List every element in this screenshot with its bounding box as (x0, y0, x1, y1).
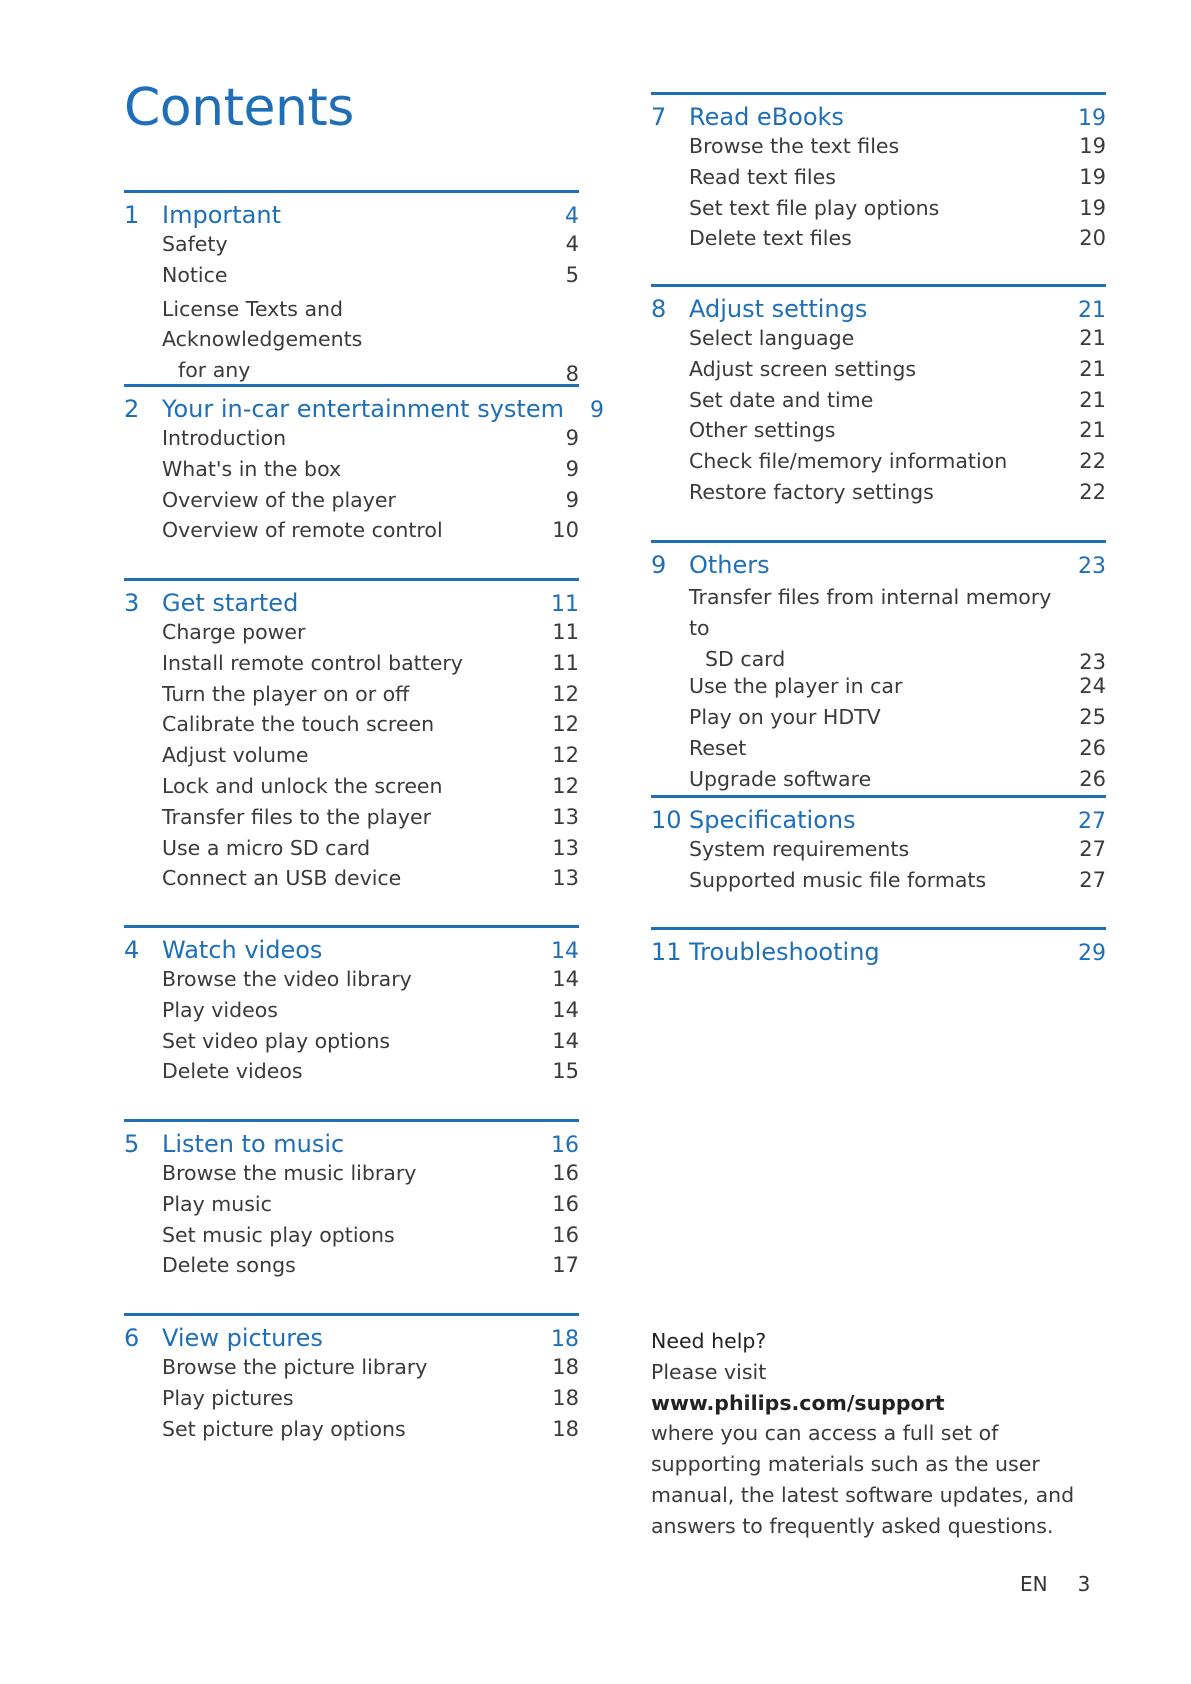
section-title: View pictures (162, 1324, 323, 1352)
entry-title: Set picture play options (162, 1416, 406, 1441)
entry-page: 19 (1079, 164, 1106, 189)
toc-section-heading[interactable] (124, 395, 604, 426)
entry-title: Delete videos (162, 1059, 303, 1084)
section-number: 7 (651, 103, 667, 131)
entry-title-line1: Transfer files from internal memory to (689, 585, 1052, 640)
toc-entry[interactable] (124, 1253, 579, 1284)
entry-title: Safety (162, 232, 228, 256)
toc-section (124, 925, 579, 1090)
entry-page: 12 (552, 743, 579, 768)
section-title: Read eBooks (689, 103, 844, 131)
entry-page: 27 (1079, 837, 1106, 861)
toc-entry[interactable] (124, 836, 579, 867)
entry-title: System requirements (689, 837, 910, 861)
toc-entry[interactable] (124, 712, 579, 743)
entry-page: 14 (552, 967, 579, 991)
entry-page: 8 (565, 361, 579, 386)
entry-title: Set date and time (689, 387, 874, 412)
entry-title: Restore factory settings (689, 479, 934, 504)
page-title: Contents (124, 78, 354, 138)
section-number: 5 (124, 1130, 140, 1158)
section-number: 10 (651, 806, 682, 834)
need-help-heading: Need help? (651, 1329, 767, 1353)
section-title: Your in-car entertainment system (162, 395, 564, 423)
entry-title: Set video play options (162, 1028, 391, 1053)
entry-page: 9 (565, 456, 579, 481)
entry-title (162, 294, 539, 386)
section-page: 23 (1078, 554, 1106, 579)
toc-section-heading[interactable] (651, 938, 1106, 969)
toc-section-heading[interactable] (651, 551, 1106, 582)
entry-title-line2: SD card (705, 646, 786, 671)
section-title: Others (689, 551, 770, 579)
section-page: 21 (1078, 298, 1106, 323)
entry-page: 21 (1079, 356, 1106, 381)
toc-entry[interactable] (651, 388, 1106, 419)
section-page: 9 (589, 398, 604, 423)
entry-page: 11 (552, 650, 579, 675)
section-title: Troubleshooting (689, 938, 880, 966)
entry-page: 10 (552, 518, 579, 543)
toc-section (124, 384, 604, 549)
entry-title: Read text files (689, 164, 836, 189)
section-page: 29 (1078, 941, 1106, 966)
entry-title: Use a micro SD card (162, 835, 371, 860)
entry-title-line2: for any (178, 358, 251, 383)
toc-entry[interactable] (124, 1223, 579, 1254)
toc-entry[interactable] (651, 226, 1106, 257)
section-page: 4 (565, 204, 579, 229)
entry-page: 22 (1079, 449, 1106, 474)
entry-page: 16 (552, 1191, 579, 1216)
toc-entry[interactable] (124, 488, 579, 519)
toc-entry[interactable] (651, 868, 1106, 899)
entry-page: 16 (552, 1222, 579, 1247)
entry-title: Charge power (162, 620, 306, 644)
entry-title: Reset (689, 735, 747, 760)
entry-page: 15 (552, 1059, 579, 1084)
toc-entry[interactable] (651, 674, 1106, 705)
section-number: 4 (124, 936, 140, 964)
entry-title: Adjust screen settings (689, 356, 917, 381)
toc-section-heading[interactable] (124, 589, 579, 620)
entry-page: 25 (1079, 705, 1106, 730)
entry-page: 14 (552, 997, 579, 1022)
entry-title: Play on your HDTV (689, 705, 881, 730)
section-title: Get started (162, 589, 299, 617)
toc-left-column (124, 0, 604, 1684)
entry-title: Select language (689, 326, 855, 350)
section-number: 9 (651, 551, 667, 579)
entry-page: 18 (552, 1355, 579, 1379)
toc-section (651, 540, 1106, 798)
entry-title (689, 582, 1066, 674)
toc-section (651, 284, 1106, 511)
entry-page: 19 (1079, 195, 1106, 220)
entry-page: 12 (552, 681, 579, 706)
entry-page: 18 (552, 1385, 579, 1410)
toc-section (124, 578, 579, 897)
entry-page: 11 (552, 620, 579, 644)
entry-title: What's in the box (162, 456, 342, 481)
entry-page: 21 (1079, 418, 1106, 443)
entry-page: 19 (1079, 134, 1106, 158)
toc-entry[interactable] (651, 582, 1106, 674)
entry-title: Browse the video library (162, 967, 412, 991)
entry-title: Introduction (162, 426, 287, 450)
toc-section-heading[interactable] (124, 1324, 579, 1355)
entry-page: 23 (1079, 650, 1106, 675)
entry-title: Set text file play options (689, 195, 940, 220)
section-number: 3 (124, 589, 140, 617)
entry-title: Check file/memory information (689, 449, 1008, 474)
section-number: 2 (124, 395, 140, 423)
entry-title: Play videos (162, 997, 278, 1022)
toc-entry[interactable] (124, 620, 579, 651)
entry-title: Overview of the player (162, 487, 396, 512)
toc-section-heading[interactable] (124, 1130, 579, 1161)
entry-title: Transfer files to the player (162, 804, 432, 829)
entry-title: Play pictures (162, 1385, 294, 1410)
toc-entry[interactable] (651, 134, 1106, 165)
toc-entry[interactable] (124, 457, 579, 488)
entry-title: Play music (162, 1191, 272, 1216)
toc-entry[interactable] (124, 1417, 579, 1448)
entry-title-line1: License Texts and Acknowledgements (162, 296, 363, 352)
entry-page: 21 (1079, 326, 1106, 350)
entry-page: 22 (1079, 479, 1106, 504)
section-title: Listen to music (162, 1130, 345, 1158)
toc-entry[interactable] (124, 294, 579, 386)
toc-entry[interactable] (124, 998, 579, 1029)
section-page: 19 (1078, 106, 1106, 131)
toc-entry[interactable] (651, 196, 1106, 227)
section-page: 18 (551, 1327, 579, 1352)
entry-title: Supported music file formats (689, 867, 987, 892)
entry-page: 17 (552, 1253, 579, 1278)
toc-entry[interactable] (124, 1386, 579, 1417)
entry-page: 20 (1079, 226, 1106, 251)
toc-entry[interactable] (651, 705, 1106, 736)
toc-section-heading[interactable] (651, 806, 1106, 837)
toc-entry[interactable] (124, 1355, 579, 1386)
section-page: 16 (551, 1133, 579, 1158)
need-help-body: where you can access a full set of supporting materials such as the user manual, the latest software updates, and answers to frequently asked questions. (651, 1421, 1075, 1538)
toc-entry[interactable] (124, 743, 579, 774)
entry-title: Use the player in car (689, 674, 903, 699)
toc-entry[interactable] (124, 518, 579, 549)
toc-entry[interactable] (651, 736, 1106, 767)
section-number: 8 (651, 295, 667, 323)
entry-title: Calibrate the touch screen (162, 712, 435, 737)
entry-page: 12 (552, 773, 579, 798)
toc-entry[interactable] (124, 426, 579, 457)
toc-entry[interactable] (651, 326, 1106, 357)
entry-page: 24 (1079, 674, 1106, 699)
toc-entry[interactable] (124, 682, 579, 713)
toc-entry[interactable] (124, 263, 579, 294)
toc-entry[interactable] (651, 449, 1106, 480)
entry-title: Delete text files (689, 226, 852, 251)
toc-entry[interactable] (651, 357, 1106, 388)
entry-title: Delete songs (162, 1253, 296, 1278)
entry-title: Overview of remote control (162, 518, 443, 543)
entry-page: 18 (552, 1416, 579, 1441)
section-number: 11 (651, 938, 682, 966)
entry-page: 9 (565, 487, 579, 512)
page-number: 3 (1077, 1572, 1091, 1596)
toc-section (124, 1119, 579, 1284)
entry-title: Notice (162, 262, 228, 287)
entry-page: 26 (1079, 766, 1106, 791)
entry-page: 26 (1079, 735, 1106, 760)
section-title: Important (162, 201, 281, 229)
need-help-line: Please visit (651, 1359, 767, 1384)
toc-entry[interactable] (651, 767, 1106, 798)
toc-entry[interactable] (124, 967, 579, 998)
toc-section-heading[interactable] (651, 103, 1106, 134)
toc-section-heading[interactable] (124, 201, 579, 232)
entry-title: Browse the picture library (162, 1355, 428, 1379)
entry-title: Upgrade software (689, 766, 872, 791)
entry-page: 9 (565, 426, 579, 450)
section-number: 1 (124, 201, 140, 229)
toc-section (651, 927, 1106, 969)
toc-entry[interactable] (124, 651, 579, 682)
entry-page: 14 (552, 1028, 579, 1053)
toc-section (651, 795, 1106, 899)
entry-title: Browse the music library (162, 1161, 417, 1185)
entry-page: 12 (552, 712, 579, 737)
entry-title: Set music play options (162, 1222, 395, 1247)
entry-title: Other settings (689, 418, 836, 443)
toc-entry[interactable] (124, 774, 579, 805)
entry-page: 13 (552, 804, 579, 829)
section-title: Watch videos (162, 936, 323, 964)
support-url-link[interactable]: www.philips.com/support (651, 1390, 945, 1415)
toc-entry[interactable] (124, 1029, 579, 1060)
entry-title: Lock and unlock the screen (162, 773, 443, 798)
toc-section (651, 92, 1106, 257)
entry-page: 13 (552, 835, 579, 860)
entry-title: Connect an USB device (162, 866, 402, 891)
language-code: EN (1020, 1572, 1048, 1596)
entry-title: Turn the player on or off (162, 681, 410, 706)
section-number: 6 (124, 1324, 140, 1352)
need-help-box (651, 1326, 1091, 1542)
toc-entry[interactable] (651, 837, 1106, 868)
entry-title: Install remote control battery (162, 650, 463, 675)
section-page: 11 (551, 592, 579, 617)
section-page: 27 (1078, 809, 1106, 834)
toc-entry[interactable] (124, 805, 579, 836)
toc-section-heading[interactable] (124, 936, 579, 967)
toc-entry[interactable] (124, 1161, 579, 1192)
toc-entry[interactable] (124, 232, 579, 263)
section-title: Adjust settings (689, 295, 868, 323)
entry-page: 16 (552, 1161, 579, 1185)
page-footer (1020, 1572, 1090, 1596)
section-page: 14 (551, 939, 579, 964)
toc-section (124, 1313, 579, 1447)
toc-entry[interactable] (651, 480, 1106, 511)
toc-entry[interactable] (124, 1192, 579, 1223)
toc-section-heading[interactable] (651, 295, 1106, 326)
entry-page: 21 (1079, 387, 1106, 412)
entry-page: 5 (565, 262, 579, 287)
entry-title: Adjust volume (162, 743, 309, 768)
section-title: Specifications (689, 806, 856, 834)
entry-page: 27 (1079, 867, 1106, 892)
toc-section (124, 190, 579, 386)
toc-entry[interactable] (124, 866, 579, 897)
toc-entry[interactable] (651, 165, 1106, 196)
toc-entry[interactable] (124, 1059, 579, 1090)
entry-page: 13 (552, 866, 579, 891)
toc-entry[interactable] (651, 418, 1106, 449)
entry-page: 4 (565, 232, 579, 256)
entry-title: Browse the text files (689, 134, 900, 158)
